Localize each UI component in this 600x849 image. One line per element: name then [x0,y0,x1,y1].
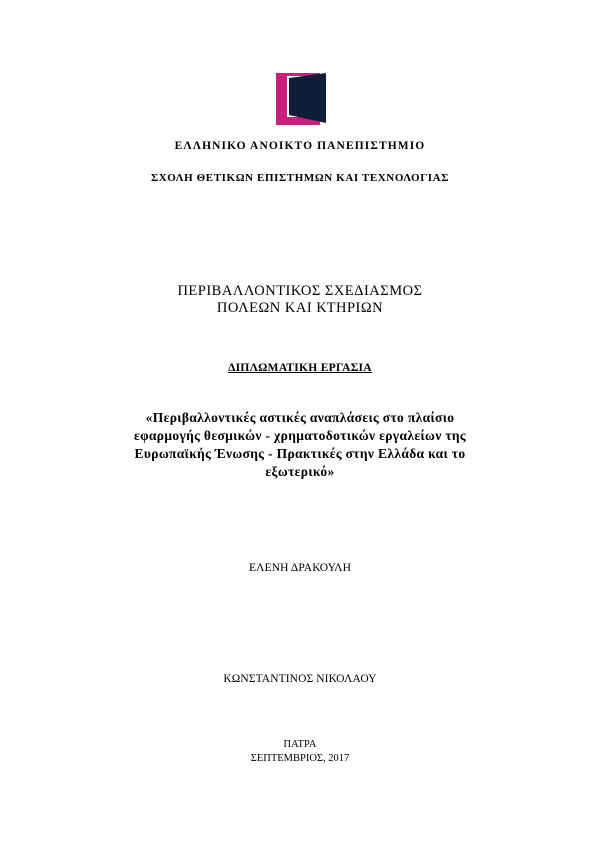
programme-name [0,283,600,317]
programme-line-1: ΠΕΡΙΒΑΛΛΟΝΤΙΚΟΣ ΣΧΕΔΙΑΣΜΟΣ [177,283,423,299]
place-name: ΠΑΤΡΑ [283,739,317,750]
thesis-title-line-4: εξωτερικό» [265,464,335,479]
university-name: ΕΛΛΗΝΙΚΟ ΑΝΟΙΚΤΟ ΠΑΝΕΠΙΣΤΗΜΙΟ [174,140,426,152]
thesis-title-line-1: «Περιβαλλοντικές αστικές αναπλάσεις στο πλαίσιο [145,410,455,425]
programme-line-2: ΠΟΛΕΩΝ ΚΑΙ ΚΤΗΡΙΩΝ [216,300,384,316]
thesis-type-heading: ΔΙΠΛΩΜΑΤΙΚΗ ΕΡΓΑΣΙΑ [228,362,372,374]
school-name: ΣΧΟΛΗ ΘΕΤΙΚΩΝ ΕΠΙΣΤΗΜΩΝ ΚΑΙ ΤΕΧΝΟΛΟΓΙΑΣ [150,172,450,184]
thesis-title-line-2: εφαρμογής θεσμικών - χρηματοδοτικών εργαλείων της [134,428,466,443]
date-text: ΣΕΠΤΕΜΒΡΙΟΣ, 2017 [250,753,350,764]
university-logo-icon [276,73,326,125]
author-name: ΕΛΕΝΗ ΔΡΑΚΟΥΛΗ [249,562,351,574]
thesis-title [0,409,600,481]
thesis-title-line-3: Ευρωπαϊκής Ένωσης - Πρακτικές στην Ελλάδα και το [134,446,466,461]
supervisor-name: ΚΩΝΣΤΑΝΤΙΝΟΣ ΝΙΚΟΛΑΟΥ [223,673,377,685]
